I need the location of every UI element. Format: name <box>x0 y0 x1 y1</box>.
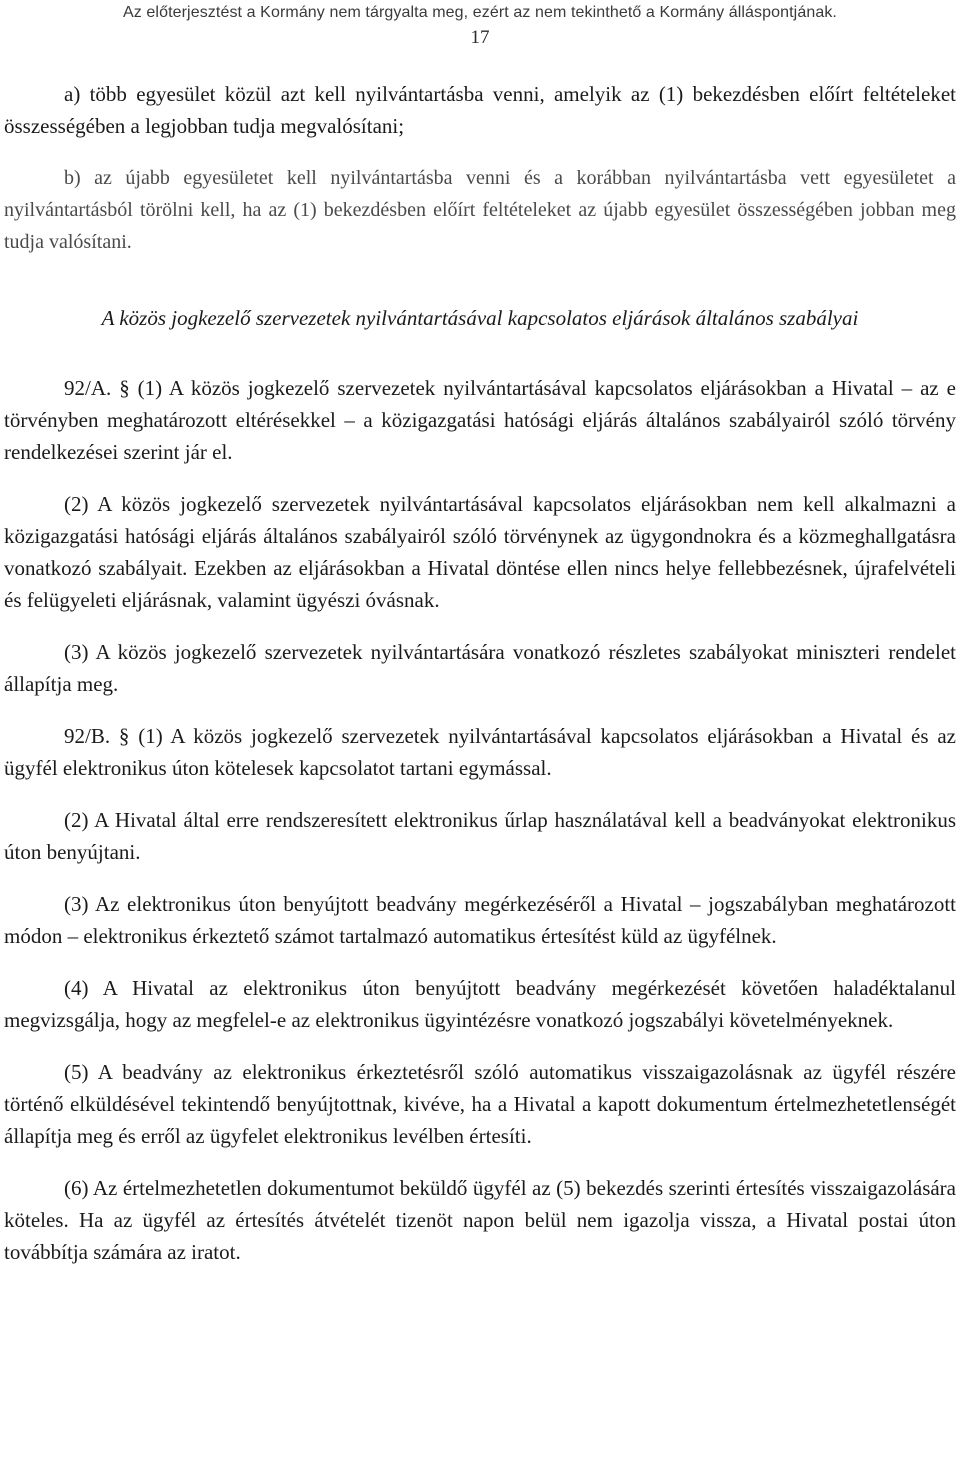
paragraph-item-a: a) több egyesület közül azt kell nyilvántartásba venni, amelyik az (1) bekezdésben előírt feltételeket összességében a legjobban tudja megvalósítani; <box>4 82 956 138</box>
paragraph-92b-4: (4) A Hivatal az elektronikus úton benyújtott beadvány megérkezését követően haladéktalanul megvizsgálja, hogy az megfelel-e az elektronikus ügyintézésre vonatkozó jogszabályi követelményeknek. <box>4 976 956 1032</box>
paragraph-92b-2: (2) A Hivatal által erre rendszeresített elektronikus űrlap használatával kell a beadványokat elektronikus úton benyújtani. <box>4 808 956 864</box>
paragraph-92a-2: (2) A közös jogkezelő szervezetek nyilvántartásával kapcsolatos eljárásokban nem kell alkalmazni a közigazgatási hatósági eljárás általános szabályairól szóló törvénynek az ügygondnokra és a közmeghallgatásra vonatkozó szabályait. Ezekben az eljárásokban a Hivatal döntése ellen nincs helye fellebbezésnek, újrafelvételi és felügyeleti eljárásnak, valamint ügyészi óvásnak. <box>4 492 956 612</box>
paragraph-92b-3: (3) Az elektronikus úton benyújtott beadvány megérkezéséről a Hivatal – jogszabályban meghatározott módon – elektronikus érkeztető számot tartalmazó automatikus értesítést küld az ügyfélnek. <box>4 892 956 948</box>
paragraph-92b-1: 92/B. § (1) A közös jogkezelő szervezetek nyilvántartásával kapcsolatos eljárásokban a Hivatal és az ügyfél elektronikus úton kötelesek kapcsolatot tartani egymással. <box>4 724 956 780</box>
paragraph-92b-5: (5) A beadvány az elektronikus érkeztetésről szóló automatikus visszaigazolásnak az ügyfél részére történő elküldésével tekintendő benyújtottnak, kivéve, ha a Hivatal a kapott dokumentum értelmezhetetlenségét állapítja meg és erről az ügyfelet elektronikus levélben értesíti. <box>4 1060 956 1148</box>
paragraph-92a-1: 92/A. § (1) A közös jogkezelő szervezetek nyilvántartásával kapcsolatos eljárásokban a Hivatal – az e törvényben meghatározott eltérésekkel – a közigazgatási hatósági eljárás általános szabályairól szóló törvény rendelkezései szerint jár el. <box>4 376 956 464</box>
page-number: 17 <box>470 27 490 48</box>
document-body <box>4 78 956 1268</box>
section-title: A közös jogkezelő szervezetek nyilvántartásával kapcsolatos eljárások általános szabályai <box>101 306 859 330</box>
paragraph-92b-6: (6) Az értelmezhetetlen dokumentumot beküldő ügyfél az (5) bekezdés szerinti értesítés visszaigazolására köteles. Ha az ügyfél az értesítés átvételét tizenöt napon belül nem igazolja vissza, a Hivatal postai úton továbbítja számára az iratot. <box>4 1176 956 1264</box>
paragraph-item-b: b) az újabb egyesületet kell nyilvántartásba venni és a korábban nyilvántartásba vett egyesületet a nyilvántartásból törölni kell, ha az (1) bekezdésben előírt feltételeket az újabb egyesület összességében jobban meg tudja valósítani. <box>4 167 956 253</box>
paragraph-92a-3: (3) A közös jogkezelő szervezetek nyilvántartására vonatkozó részletes szabályokat miniszteri rendelet állapítja meg. <box>4 640 956 696</box>
header-disclaimer: Az előterjesztést a Kormány nem tárgyalta meg, ezért az nem tekinthető a Kormány álláspontjának. <box>123 4 837 21</box>
